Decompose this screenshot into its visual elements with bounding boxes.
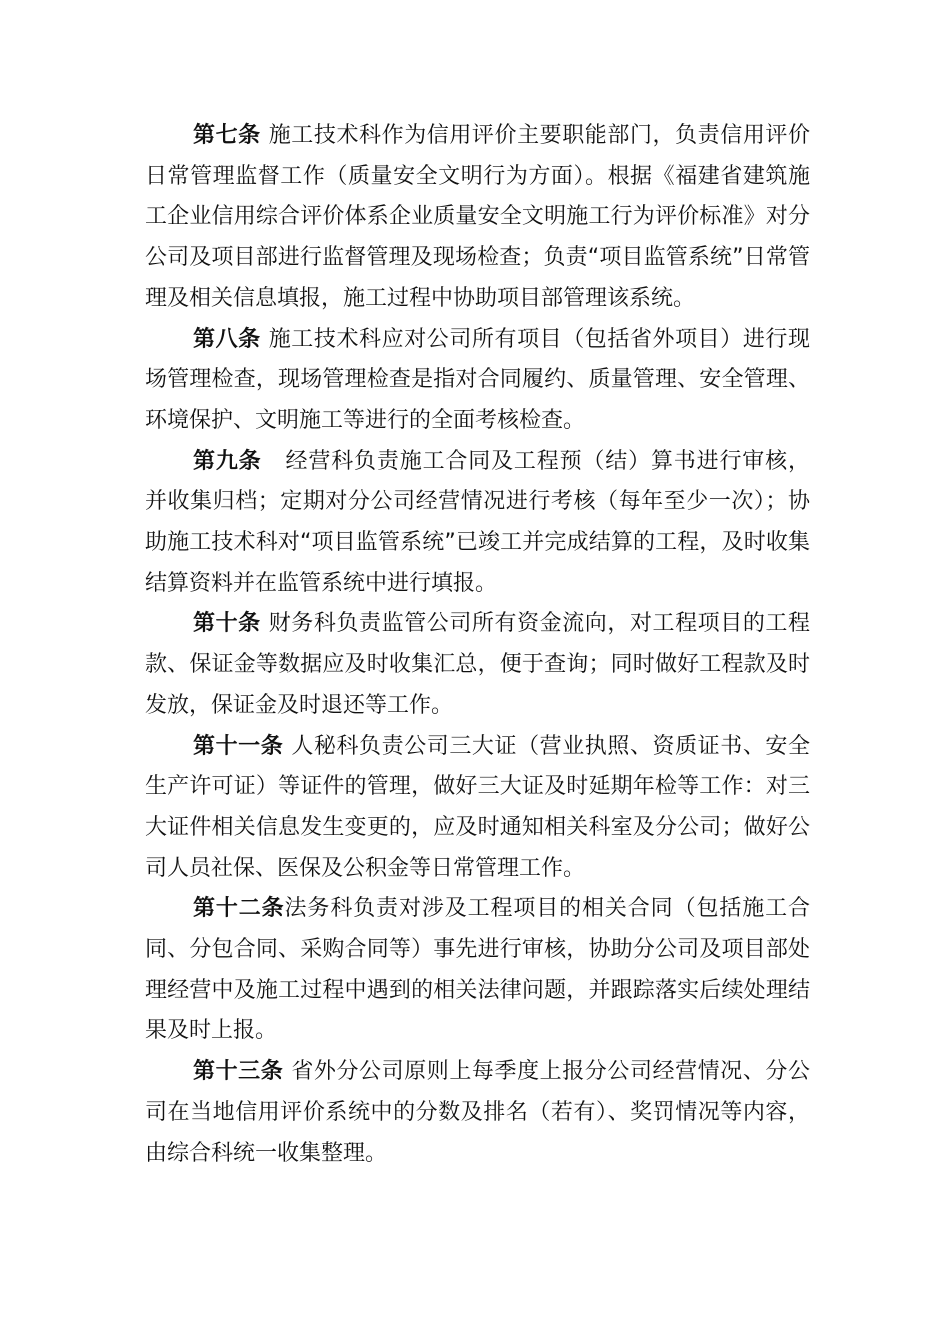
article-number: 第九条 xyxy=(193,448,262,474)
document-body xyxy=(145,116,810,1174)
article-12 xyxy=(145,889,810,1052)
article-number: 第七条 xyxy=(193,123,261,148)
article-text: 省外分公司原则上每季度上报分公司经营情况、分公司在当地信用评价系统中的分数及排名（若有）、奖罚情况等内容，由综合科统一收集整理。 xyxy=(145,1059,810,1166)
article-text: 法务科负责对涉及工程项目的相关合同（包括施工合同、分包合同、采购合同等）事先进行审核，协助分公司及项目部处理经营中及施工过程中遇到的相关法律问题，并跟踪落实后续处理结果及时上报。 xyxy=(145,896,810,1044)
article-13 xyxy=(145,1052,810,1174)
article-number: 第十二条 xyxy=(193,896,285,922)
article-11 xyxy=(145,727,810,890)
article-text: 施工技术科应对公司所有项目（包括省外项目）进行现场管理检查，现场管理检查是指对合同履约、质量管理、安全管理、环境保护、文明施工等进行的全面考核检查。 xyxy=(145,326,810,433)
article-number: 第八条 xyxy=(193,326,261,352)
article-7 xyxy=(145,116,810,320)
article-text: 人秘科负责公司三大证（营业执照、资质证书、安全生产许可证）等证件的管理，做好三大证及时延期年检等工作：对三大证件相关信息发生变更的，应及时通知相关科室及分公司；做好公司人员社保、医保及公积金等日常管理工作。 xyxy=(145,733,810,881)
article-8 xyxy=(145,320,810,442)
article-number: 第十条 xyxy=(193,611,261,637)
article-text: 经营科负责施工合同及工程预（结）算书进行审核，并收集归档；定期对分公司经营情况进行考核（每年至少一次）；协助施工技术科对“项目监管系统”已竣工并完成结算的工程，及时收集结算资料并在监管系统中进行填报。 xyxy=(145,448,810,596)
article-text: 施工技术科作为信用评价主要职能部门，负责信用评价日常管理监督工作（质量安全文明行为方面）。根据《福建省建筑施工企业信用综合评价体系企业质量安全文明施工行为评价标准》对分公司及项目部进行监督管理及现场检查；负责“项目监管系统”日常管理及相关信息填报，施工过程中协助项目部管理该系统。 xyxy=(145,123,810,311)
article-text: 财务科负责监管公司所有资金流向，对工程项目的工程款、保证金等数据应及时收集汇总，便于查询；同时做好工程款及时发放，保证金及时退还等工作。 xyxy=(145,611,810,718)
article-number: 第十三条 xyxy=(193,1059,284,1085)
article-9 xyxy=(145,442,810,605)
article-number: 第十一条 xyxy=(193,733,284,759)
article-10 xyxy=(145,604,810,726)
